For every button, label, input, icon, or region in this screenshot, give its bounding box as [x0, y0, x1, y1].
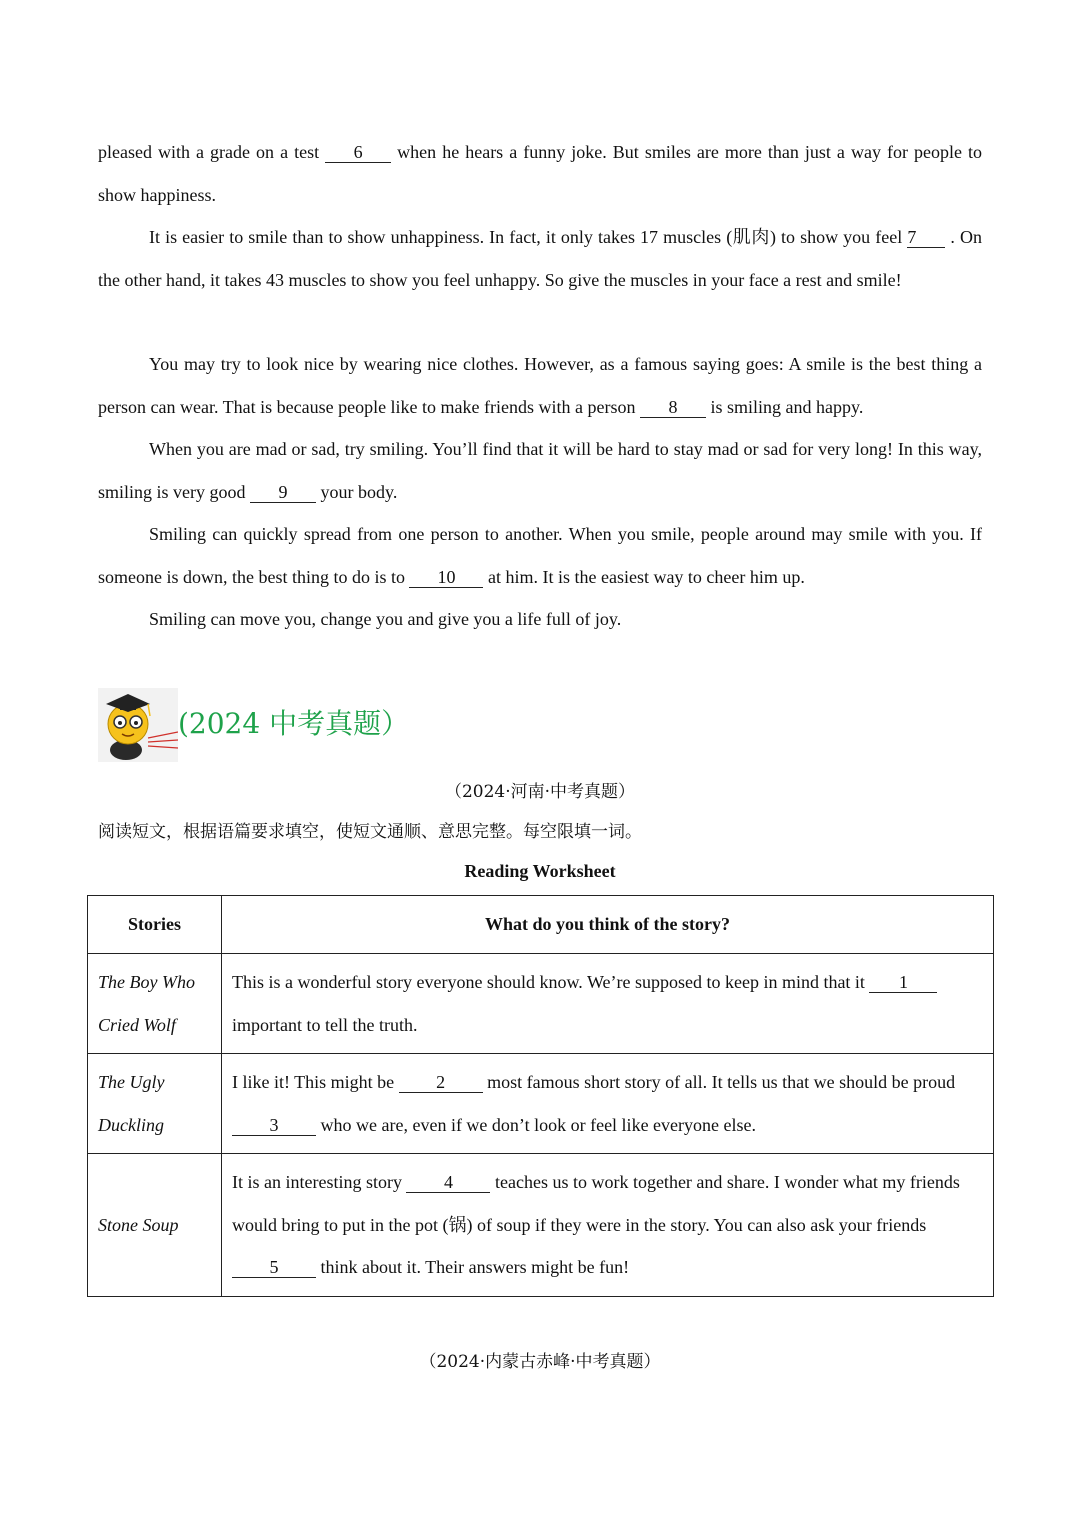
passage-paragraph-6 [98, 598, 982, 641]
passage-paragraph-1 [98, 131, 982, 216]
paragraph-text: when he hears a funny joke. But smiles are more than just a way for people to show happiness. [98, 142, 982, 205]
story-comment [222, 954, 994, 1054]
table-header-row [88, 896, 994, 954]
paragraph-text: Smiling can move you, change you and give you a life full of joy. [149, 609, 622, 629]
comment-text: think about it. Their answers might be fun! [316, 1257, 630, 1277]
blank-1[interactable]: 1 [869, 972, 937, 993]
story-title: The Boy Who Cried Wolf [88, 954, 222, 1054]
story-title: The Ugly Duckling [88, 1054, 222, 1154]
paragraph-text: It is easier to smile than to show unhappiness. In fact, it only takes 17 muscles (肌肉) to show you feel [149, 227, 908, 247]
passage-paragraph-4 [98, 428, 982, 513]
blank-6[interactable]: 6 [325, 142, 391, 163]
paragraph-text: Smiling can quickly spread from one person to another. When you smile, people around may smile with you. If someone is down, the best thing to do is to [98, 524, 982, 587]
paragraph-text: . On the other hand, it takes 43 muscles to show you feel unhappy. So give the muscles in your face a rest and smile! [98, 227, 982, 290]
comment-text: It is an interesting story [232, 1172, 407, 1192]
section-header [98, 688, 498, 762]
comment-text: This is a wonderful story everyone should know. We’re supposed to keep in mind that it [232, 972, 870, 992]
comment-text: teaches us to work together and share. I wonder what my friends would bring to put in the pot (锅) of soup if they were in the story. You can also ask your friends [232, 1172, 960, 1235]
graduate-mascot-icon [98, 688, 178, 762]
table-row [88, 954, 994, 1054]
comment-text: I like it! This might be [232, 1072, 399, 1092]
instruction-text: 阅读短文，根据语篇要求填空，使短文通顺、意思完整。每空限填一词。 [98, 822, 642, 842]
passage-paragraph-5 [98, 513, 982, 598]
blank-8[interactable]: 8 [640, 397, 706, 418]
section-title: (2024 中考真题） [178, 707, 410, 740]
paragraph-text: When you are mad or sad, try smiling. You’ll find that it will be hard to stay mad or sad for very long! In this way, smiling is very good [98, 439, 982, 502]
question-source: （2024·河南·中考真题） [444, 782, 636, 802]
blank-5[interactable]: 5 [232, 1257, 316, 1278]
header-comment: What do you think of the story? [222, 896, 994, 954]
story-comment [222, 1054, 994, 1154]
blank-7[interactable]: 7 [907, 227, 945, 248]
blank-2[interactable]: 2 [399, 1072, 483, 1093]
passage-paragraph-3 [98, 343, 982, 428]
paragraph-text: is smiling and happy. [706, 396, 864, 417]
passage-paragraph-2 [98, 216, 982, 301]
blank-4[interactable]: 4 [406, 1172, 490, 1193]
table-row [88, 1054, 994, 1154]
blank-10[interactable]: 10 [409, 567, 483, 588]
comment-text: most famous short story of all. It tells us that we should be proud [482, 1072, 956, 1092]
worksheet-title: Reading Worksheet [464, 861, 616, 881]
comment-text: who we are, even if we don’t look or feel like everyone else. [316, 1114, 756, 1135]
question-source-2: （2024·内蒙古赤峰·中考真题） [419, 1352, 661, 1372]
paragraph-text: at him. It is the easiest way to cheer him up. [483, 566, 805, 587]
comment-text: important to tell the truth. [232, 1014, 418, 1035]
blank-9[interactable]: 9 [250, 482, 316, 503]
reading-worksheet-table [87, 895, 994, 1297]
story-comment [222, 1154, 994, 1297]
paragraph-text: your body. [316, 481, 398, 502]
table-row [88, 1154, 994, 1297]
paragraph-text: You may try to look nice by wearing nice clothes. However, as a famous saying goes: A smile is the best thing a person can wear. That is because people like to make friends with a person [98, 354, 982, 417]
header-stories: Stories [88, 896, 222, 954]
paragraph-text: pleased with a grade on a test [98, 142, 326, 162]
blank-3[interactable]: 3 [232, 1115, 316, 1136]
story-title: Stone Soup [88, 1154, 222, 1297]
